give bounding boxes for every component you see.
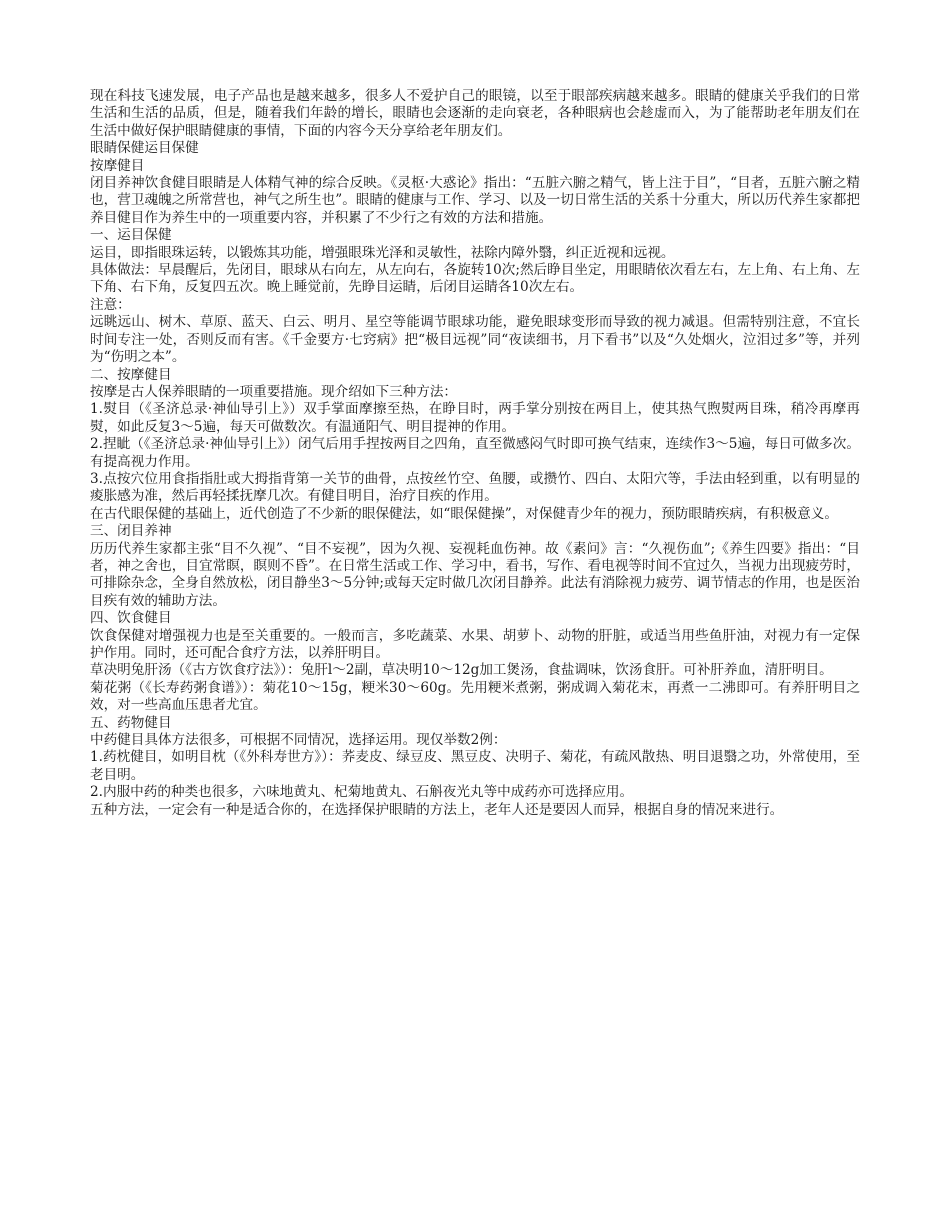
section-heading-3: 三、闭目养神 — [90, 523, 172, 540]
method-item: 3.点按穴位用食指指肚或大拇指背第一关节的曲骨，点按丝竹空、鱼腰，或攒竹、四白、太阳穴等，手法由轻到重，以有明显的痠胀感为准，然后再轻揉抚摩几次。有健目明目，治疗目疾的作用。 — [90, 470, 860, 505]
section-heading-2: 二、按摩健目 — [90, 366, 172, 383]
topic-list-line: 眼睛保健运目保健 — [90, 140, 199, 157]
body-paragraph: 具体做法：早晨醒后，先闭目，眼球从右向左，从左向右，各旋转10次;然后睁目坐定，用眼睛依次看左右，左上角、右上角、左下角、右下角，反复四五次。晚上睡觉前，先睁目运睛，后闭目运睛各10次左右。 — [90, 262, 860, 296]
body-paragraph: 在古代眼保健的基础上，近代创造了不少新的眼保健法，如“眼保健操”，对保健青少年的视力，预防眼睛疾病，有积极意义。 — [90, 505, 838, 522]
closing-paragraph: 五种方法，一定会有一种是适合你的，在选择保护眼睛的方法上，老年人还是要因人而异，根据自身的情况来进行。 — [90, 801, 784, 818]
body-paragraph: 历历代养生家都主张“目不久视”、“目不妄视”，因为久视、妄视耗血伤神。故《素问》言：“久视伤血”;《养生四要》指出：“目者，神之舍也，目宜常瞑，瞑则不昏”。在日常生活或工作、学习中，看书，写作、看电视等时间不宜过久，当视力出现疲劳时，可排除杂念，全身自然放松，闭目静坐3～5分钟;或每天定时做几次闭目静养。此法有消除视力疲劳、调节情志的作用，也是医治目疾有效的辅助方法。 — [90, 540, 860, 609]
note-label: 注意： — [90, 296, 131, 313]
overview-paragraph: 闭目养神饮食健目眼睛是人体精气神的综合反映。《灵枢·大惑论》指出：“五脏六腑之精气，皆上注于目”，“目者，五脏六腑之精也，营卫魂魄之所常营也，神气之所生也”。眼睛的健康与工作、学习、以及一切日常生活的关系十分重大，所以历代养生家都把养目健目作为养生中的一项重要内容，并积累了不少行之有效的方法和措施。 — [90, 175, 860, 226]
body-paragraph: 饮食保健对增强视力也是至关重要的。一般而言，多吃蔬菜、水果、胡萝卜、动物的肝脏，或适当用些鱼肝油，对视力有一定保护作用。同时，还可配合食疗方法，以养肝明目。 — [90, 627, 860, 661]
method-item: 2.内服中药的种类也很多，六味地黄丸、杞菊地黄丸、石斛夜光丸等中成药亦可选择应用。 — [90, 784, 634, 801]
body-paragraph: 中药健目具体方法很多，可根据不同情况，选择运用。现仅举数2例： — [90, 732, 507, 749]
article-body — [90, 88, 860, 819]
method-item: 2.捏眦（《圣济总录·神仙导引上》）闭气后用手捏按两目之四角，直至微感闷气时即可换气结束，连续作3～5遍，每日可做多次。有提高视力作用。 — [90, 436, 860, 470]
method-item: 1.药枕健目，如明目枕（《外科寿世方》）：荞麦皮、绿豆皮、黑豆皮、决明子、菊花，有疏风散热、明目退翳之功，外常使用，至老目明。 — [90, 749, 860, 783]
topic-list-line: 按摩健目 — [90, 157, 145, 174]
body-paragraph: 远眺远山、树木、草原、蓝天、白云、明月、星空等能调节眼球功能，避免眼球变形而导致的视力减退。但需特别注意，不宜长时间专注一处，否则反而有害。《千金要方·七窍病》把“极目远视”同“夜读细书，月下看书”以及“久处烟火，泣泪过多”等，并列为“伤明之本”。 — [90, 314, 860, 366]
recipe-item: 菊花粥（《长寿药粥食谱》）：菊花10～15g，粳米30～60g。先用粳米煮粥，粥成调入菊花末，再煮一二沸即可。有养肝明目之效，对一些高血压患者尤宜。 — [90, 679, 860, 714]
recipe-item: 草决明兔肝汤（《古方饮食疗法》）：兔肝l～2副，草决明10～12g加工煲汤，食盐调味，饮汤食肝。可补肝养血，清肝明目。 — [90, 662, 833, 679]
section-heading-1: 一、运目保健 — [90, 227, 172, 244]
body-paragraph: 按摩是古人保养眼睛的一项重要措施。现介绍如下三种方法： — [90, 383, 458, 400]
section-heading-5: 五、药物健目 — [90, 714, 172, 731]
section-heading-4: 四、饮食健目 — [90, 610, 172, 627]
method-item: 1.熨目（《圣济总录·神仙导引上》）双手掌面摩擦至热，在睁目时，两手掌分别按在两目上，使其热气煦熨两目珠，稍冷再摩再熨，如此反复3～5遍，每天可做数次。有温通阳气、明目提神的作用。 — [90, 401, 860, 435]
intro-paragraph: 现在科技飞速发展，电子产品也是越来越多，很多人不爱护自己的眼镜，以至于眼部疾病越来越多。眼睛的健康关乎我们的日常生活和生活的品质，但是，随着我们年龄的增长，眼睛也会逐渐的走向衰老，各种眼病也会趁虚而入，为了能帮助老年朋友们在生活中做好保护眼睛健康的事情，下面的内容今天分享给老年朋友们。 — [90, 88, 860, 139]
body-paragraph: 运目，即指眼珠运转，以锻炼其功能，增强眼珠光泽和灵敏性，祛除内障外翳，纠正近视和远视。 — [90, 244, 675, 261]
